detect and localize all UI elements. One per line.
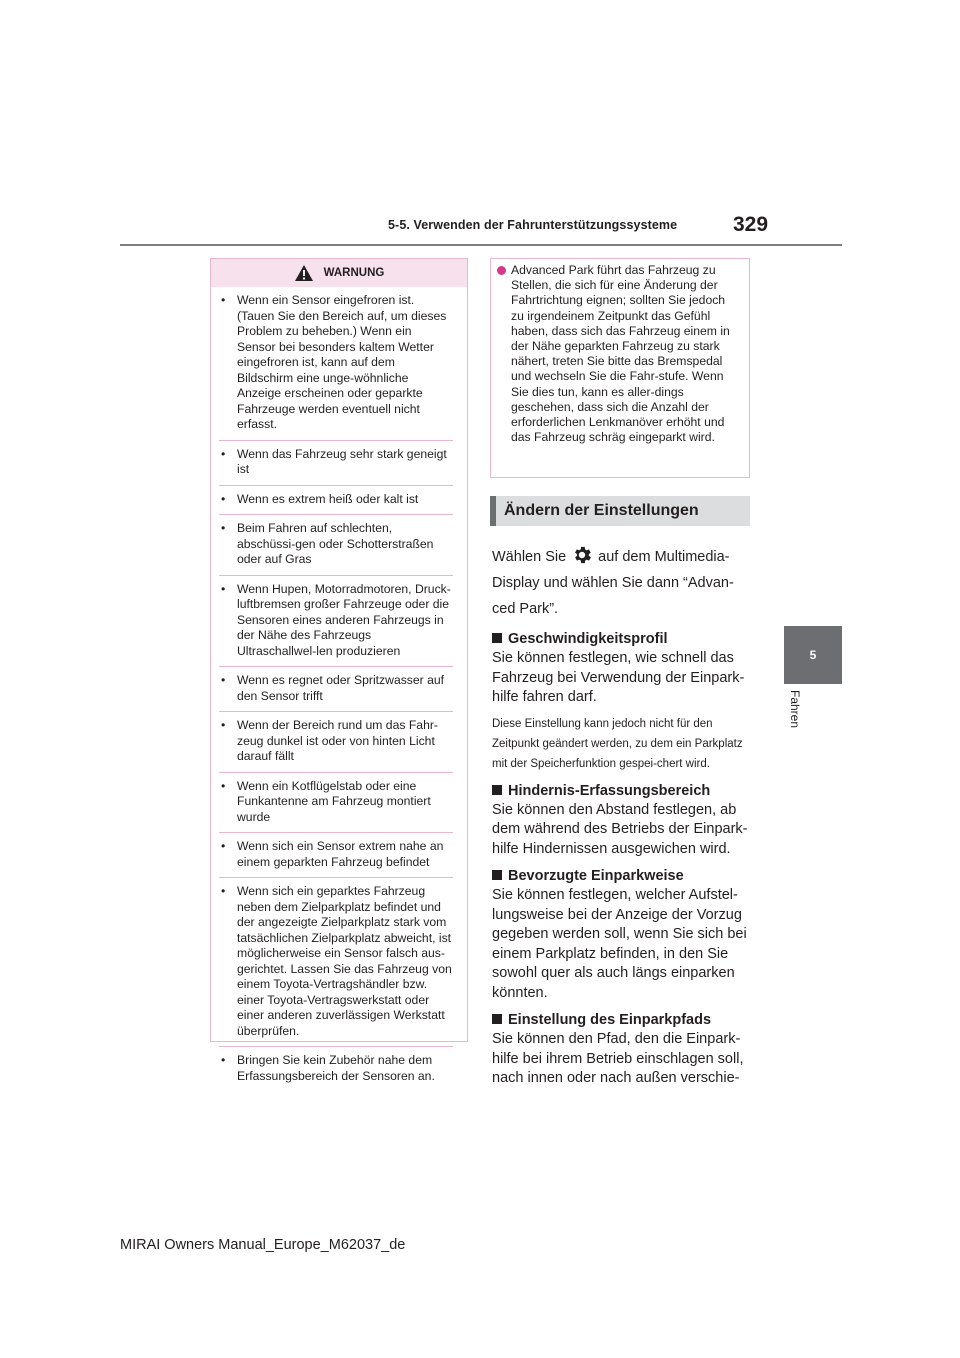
square-bullet-icon bbox=[492, 785, 502, 795]
square-bullet-icon bbox=[492, 633, 502, 643]
warning-header bbox=[211, 259, 467, 287]
note-item: Advanced Park führt das Fahrzeug zu Stellen, die sich für eine Änderung der Fahrtrichtung eignen; sollten Sie jedoch zu irgendeinem Zeitpunkt das Gefühl haben, dass sich das Fahrzeug einem in der Nähe geparkten Fahrzeug zu stark nähert, treten Sie bitte das Bremspedal und wechseln Sie die Fahr-stufe. Wenn Sie dies tun, kann es aller-dings geschehen, dass sich die Anzahl der erforderlichen Lenkmanöver erhöht und das Fahrzeug schräg eingeparkt wird. bbox=[497, 263, 739, 445]
warning-item: • Wenn es regnet oder Spritzwasser auf den Sensor trifft bbox=[219, 666, 453, 704]
warning-item: • Wenn der Bereich rund um das Fahr-zeug dunkel ist oder von hinten Licht darauf fällt bbox=[219, 711, 453, 765]
subsection-title: Einstellung des Einparkpfads bbox=[492, 1011, 754, 1030]
subsection-title: Bevorzugte Einparkweise bbox=[492, 867, 754, 886]
note-box bbox=[490, 258, 750, 478]
subsection-title: Geschwindigkeitsprofil bbox=[492, 630, 754, 649]
warning-item: • Beim Fahren auf schlechten, abschüssi-gen oder Schotterstraßen oder auf Gras bbox=[219, 514, 453, 568]
section-title: 5-5. Verwenden der Fahrunterstützungssysteme bbox=[388, 218, 678, 232]
warning-item: • Wenn das Fahrzeug sehr stark geneigt ist bbox=[219, 440, 453, 478]
header-rule bbox=[120, 244, 842, 246]
subsection-note: Diese Einstellung kann jedoch nicht für den Zeitpunkt geändert werden, zu dem ein Parkplatz mit der Speicherfunktion gespei-chert wird. bbox=[492, 717, 743, 770]
subsection-text: Sie können festlegen, wie schnell das Fahrzeug bei Verwendung der Einpark-hilfe fahren darf. bbox=[492, 650, 745, 705]
footer-text: MIRAI Owners Manual_Europe_M62037_de bbox=[120, 1237, 406, 1253]
warning-item: • Wenn ein Kotflügelstab oder eine Funkantenne am Fahrzeug montiert wurde bbox=[219, 772, 453, 826]
warning-item: • Wenn sich ein geparktes Fahrzeug neben dem Zielparkplatz befindet und der angezeigte Zielparkplatz stark vom tatsächlichen Zielparkplatz abweicht, ist möglicherweise ein Sensor falsch aus-gerichtet. Lassen Sie das Fahrzeug von einem Toyota-Vertragshändler bzw. einer Toyota-Vertragswerkstatt oder einer anderen zuverlässigen Werkstatt überprüfen. bbox=[219, 877, 453, 1039]
subsection-text: Sie können den Abstand festlegen, ab dem während des Betriebs der Einpark-hilfe Hindernissen ausgewichen wird. bbox=[492, 801, 748, 857]
intro-paragraph: Wählen Sie auf dem Multimedia-Display und wählen Sie dann “Advan-ced Park”. bbox=[492, 544, 754, 622]
subsection-text: Sie können festlegen, welcher Aufstel-lungsweise bei der Anzeige der Vorzug gegeben werden soll, wenn Sie sich bei einem Parkplatz befinden, in den Sie sowohl quer als auch längs einparken könnten. bbox=[492, 887, 747, 1001]
chapter-label: Fahren bbox=[788, 690, 802, 729]
chapter-tab[interactable] bbox=[784, 626, 842, 684]
warning-triangle-icon bbox=[294, 264, 314, 282]
warning-item: • Wenn es extrem heiß oder kalt ist bbox=[219, 485, 453, 508]
gear-icon bbox=[571, 544, 593, 566]
bullet-dot-icon bbox=[497, 266, 506, 275]
warning-box bbox=[210, 258, 468, 1083]
warning-title: WARNUNG bbox=[323, 267, 385, 279]
subsection-title: Hindernis-Erfassungsbereich bbox=[492, 782, 754, 801]
page-number: 329 bbox=[733, 213, 769, 236]
settings-content bbox=[492, 544, 754, 1089]
warning-item: • Bringen Sie kein Zubehör nahe dem Erfassungsbereich der Sensoren an. bbox=[219, 1046, 453, 1084]
subsection-text: Sie können den Pfad, den die Einpark-hilfe bei ihrem Betrieb einschlagen soll, nach innen oder nach außen verschie- bbox=[492, 1031, 744, 1086]
warning-item: • Wenn Hupen, Motorradmotoren, Druck-luftbremsen großer Fahrzeuge oder die Sensoren eines anderen Fahrzeugs in der Nähe des Fahrzeugs Ultraschallwel-len produzieren bbox=[219, 575, 453, 660]
chapter-number: 5 bbox=[809, 648, 817, 662]
square-bullet-icon bbox=[492, 870, 502, 880]
section-heading: Ändern der Einstellungen bbox=[490, 496, 750, 526]
warning-item: • Wenn sich ein Sensor extrem nahe an einem geparkten Fahrzeug befindet bbox=[219, 832, 453, 870]
square-bullet-icon bbox=[492, 1014, 502, 1024]
warning-item: • Wenn ein Sensor eingefroren ist. (Tauen Sie den Bereich auf, um dieses Problem zu beheben.) Wenn ein Sensor bei besonders kaltem Wetter eingefroren ist, kann auf dem Bildschirm eine unge-wöhnliche Anzeige erscheinen oder geparkte Fahrzeuge werden eventuell nicht erfasst. bbox=[221, 293, 447, 431]
